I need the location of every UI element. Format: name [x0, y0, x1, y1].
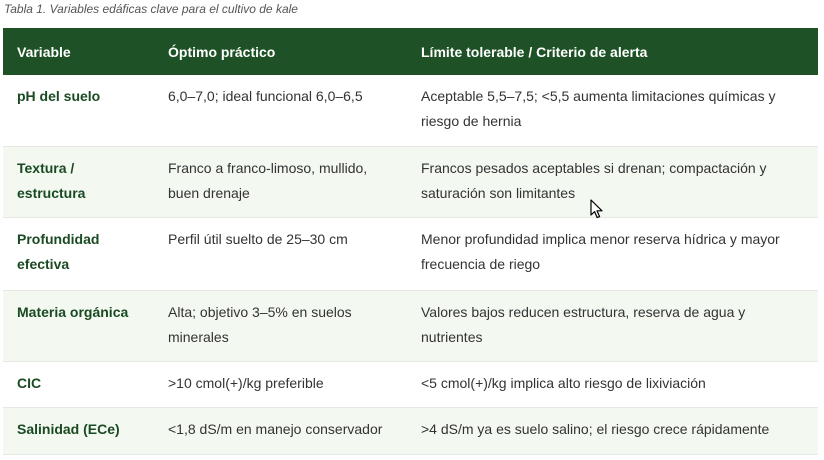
- cell-optimo: <1,8 dS/m en manejo conservador: [154, 407, 407, 454]
- cell-limite: Francos pesados aceptables si drenan; compactación y saturación son limitantes: [407, 146, 818, 217]
- cell-limite: >4 dS/m ya es suelo salino; el riesgo crece rápidamente: [407, 407, 818, 454]
- table-row: [3, 217, 818, 290]
- cell-optimo: Alta; objetivo 3–5% en suelos minerales: [154, 290, 407, 361]
- cell-variable: Textura / estructura: [3, 146, 154, 217]
- soil-variables-table: [3, 28, 818, 455]
- cell-limite: Menor profundidad implica menor reserva hídrica y mayor frecuencia de riego: [407, 217, 818, 290]
- cell-optimo: Perfil útil suelto de 25–30 cm: [154, 217, 407, 290]
- cell-variable: Salinidad (ECe): [3, 407, 154, 454]
- table-header: [3, 28, 818, 75]
- header-row: [3, 28, 818, 75]
- table-row: [3, 75, 818, 146]
- table-row: [3, 146, 818, 217]
- cell-variable: CIC: [3, 361, 154, 407]
- column-header-optimo: Óptimo práctico: [168, 43, 276, 60]
- cell-limite: Aceptable 5,5–7,5; <5,5 aumenta limitaciones químicas y riesgo de hernia: [407, 75, 818, 146]
- table-body: [3, 75, 818, 454]
- cell-variable: Materia orgánica: [3, 290, 154, 361]
- cell-variable: Profundidad efectiva: [3, 217, 154, 290]
- table-caption: Tabla 1. Variables edáficas clave para el cultivo de kale: [4, 2, 298, 16]
- cell-limite: <5 cmol(+)/kg implica alto riesgo de lixiviación: [407, 361, 818, 407]
- table-row: [3, 407, 818, 454]
- table-row: [3, 290, 818, 361]
- table-row: [3, 361, 818, 407]
- cell-optimo: >10 cmol(+)/kg preferible: [154, 361, 407, 407]
- cell-limite: Valores bajos reducen estructura, reserva de agua y nutrientes: [407, 290, 818, 361]
- column-header-variable: Variable: [17, 43, 71, 60]
- cell-variable: pH del suelo: [3, 75, 154, 146]
- column-header-limite: Límite tolerable / Criterio de alerta: [421, 43, 648, 60]
- cell-optimo: 6,0–7,0; ideal funcional 6,0–6,5: [154, 75, 407, 146]
- cell-optimo: Franco a franco-limoso, mullido, buen drenaje: [154, 146, 407, 217]
- mouse-pointer-icon: [590, 199, 604, 219]
